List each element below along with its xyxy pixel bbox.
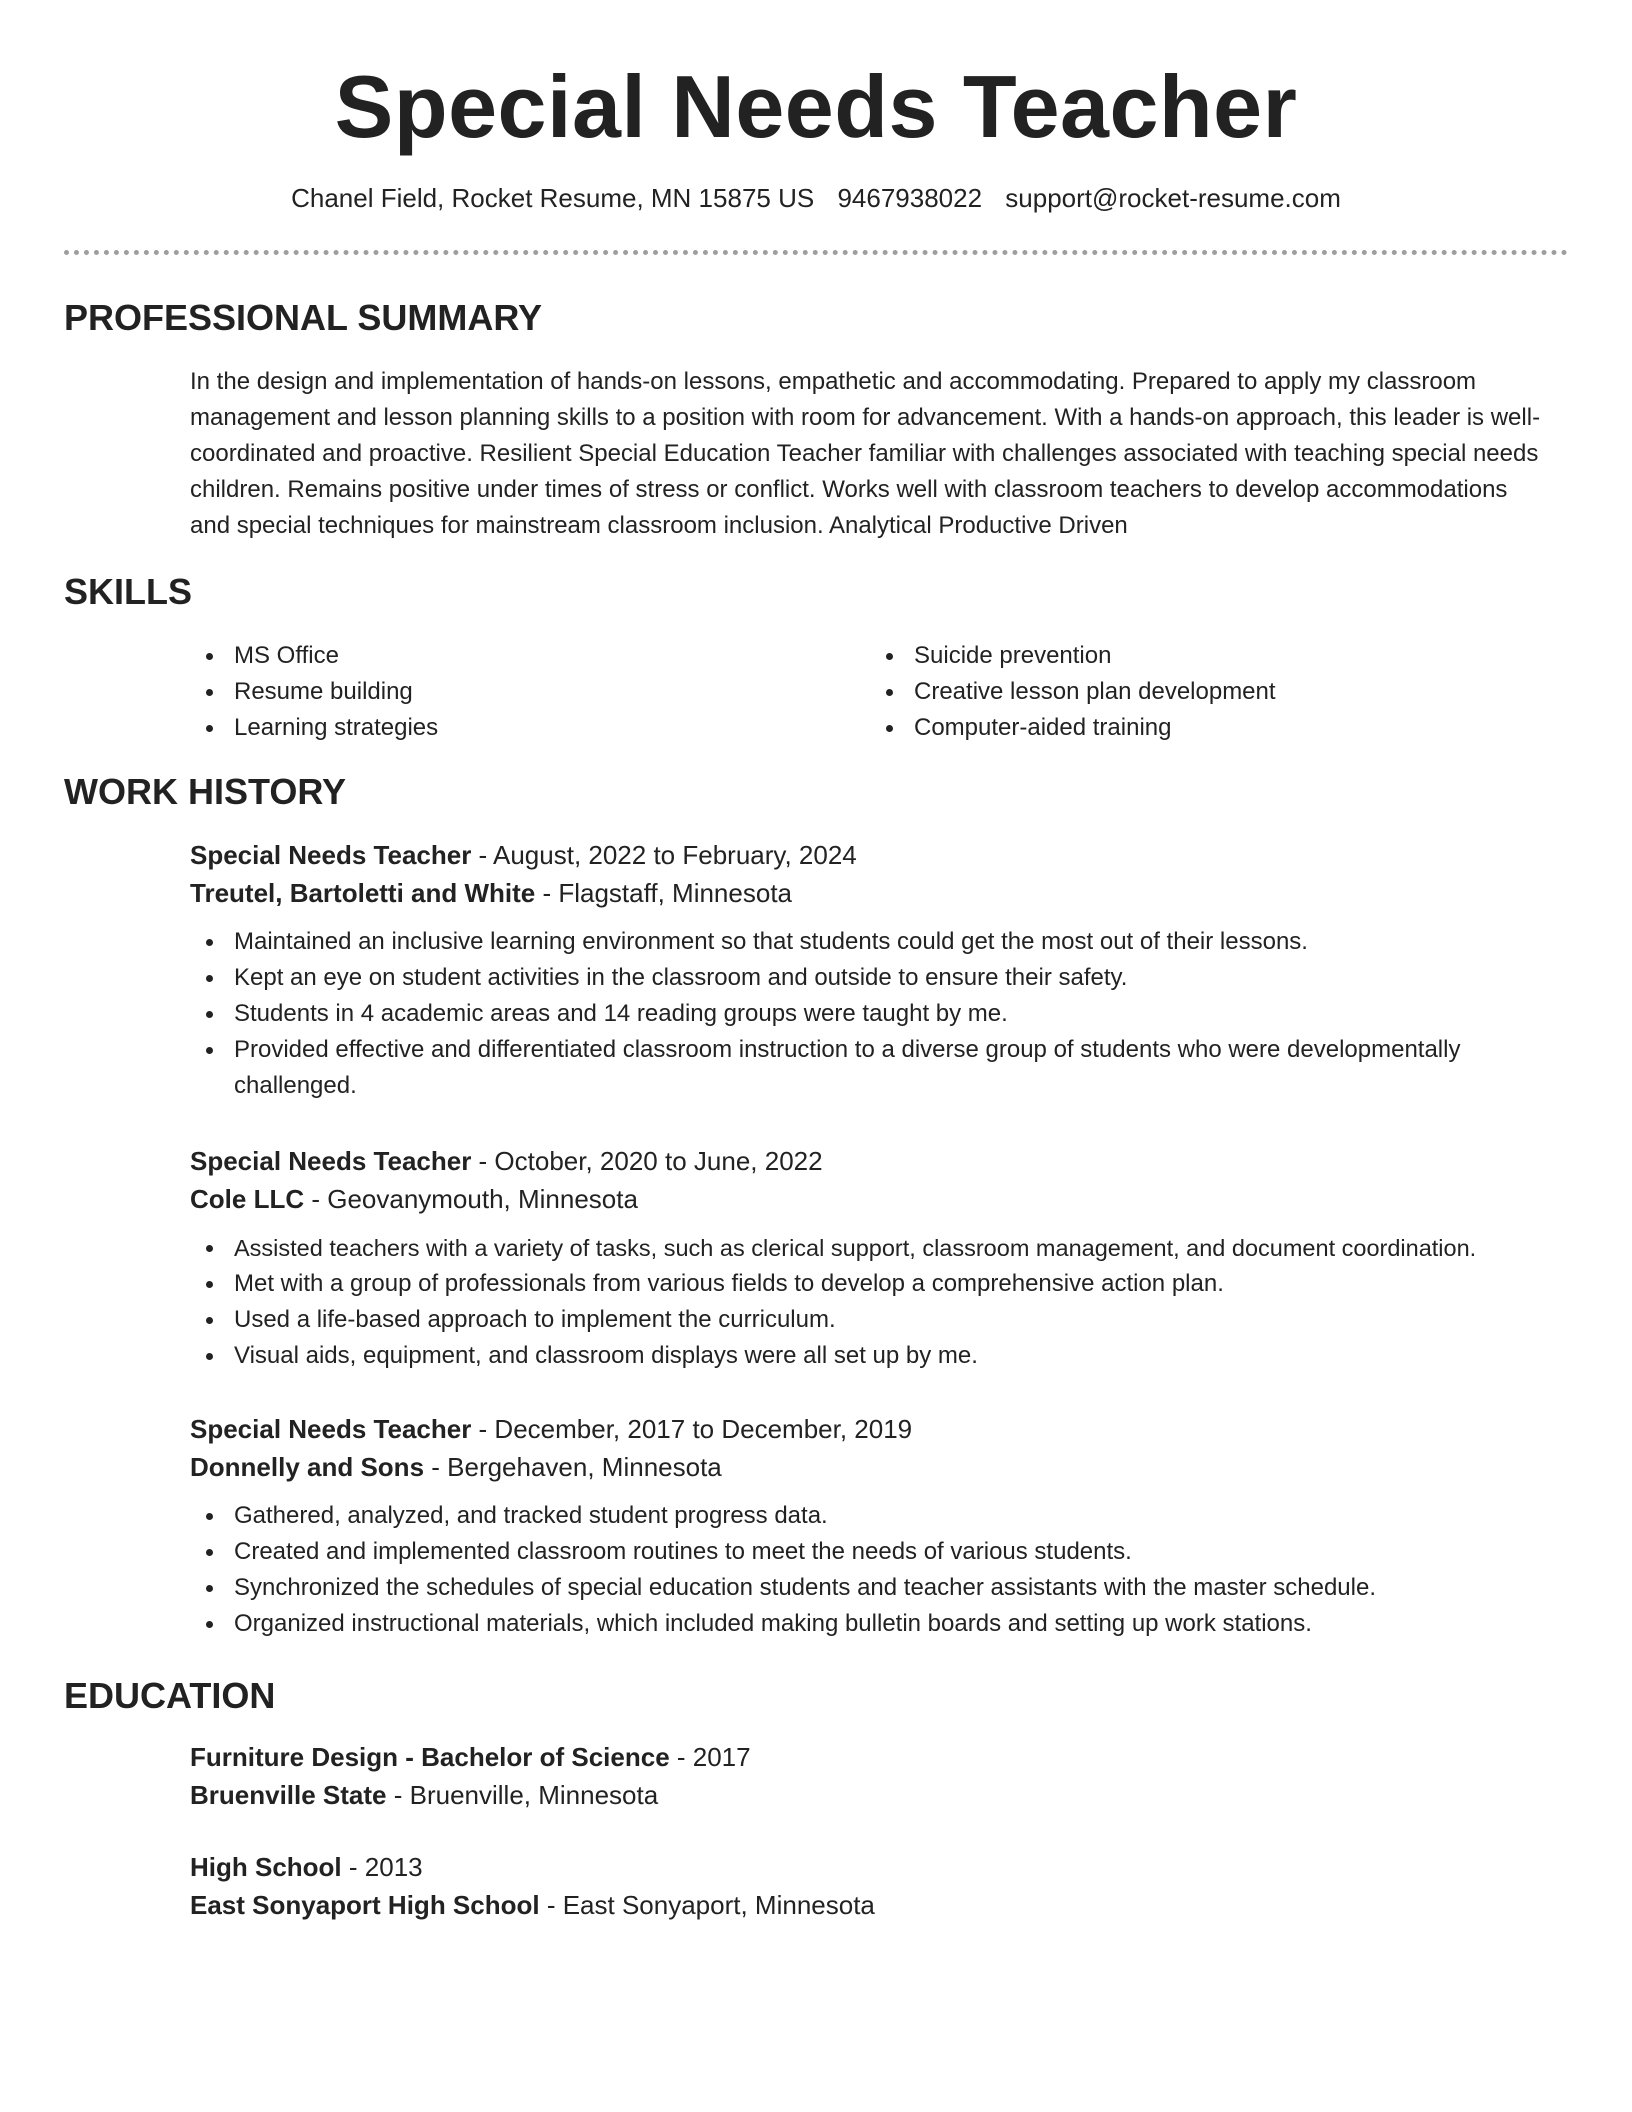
job-bullets [190, 1498, 1570, 1642]
job-bullet: Assisted teachers with a variety of tasks, such as clerical support, classroom management, and document coordination. [190, 1230, 1570, 1266]
education-heading: EDUCATION [64, 1675, 276, 1716]
job-title-line [190, 1410, 1570, 1448]
education-entry [190, 1738, 1570, 1814]
education-school-line [190, 1776, 1570, 1814]
job-title: Special Needs Teacher [190, 840, 472, 870]
education-year: - 2017 [669, 1742, 751, 1772]
skill-item: Suicide prevention [870, 638, 1550, 674]
skills-list-left [190, 638, 870, 746]
education-school: Bruenville State [190, 1780, 387, 1810]
contact-phone: 9467938022 [837, 183, 983, 213]
education-school-line [190, 1886, 1570, 1924]
job-bullet: Maintained an inclusive learning environment so that students could get the most out of their lessons. [190, 924, 1570, 960]
resume-title: Special Needs Teacher [334, 57, 1298, 156]
job-bullet: Met with a group of professionals from various fields to develop a comprehensive action plan. [190, 1266, 1570, 1302]
skill-item: Computer-aided training [870, 710, 1550, 746]
job-bullet: Students in 4 academic areas and 14 reading groups were taught by me. [190, 996, 1570, 1032]
education-degree-line [190, 1848, 1570, 1886]
job-bullet: Created and implemented classroom routines to meet the needs of various students. [190, 1534, 1570, 1570]
skill-item: MS Office [190, 638, 870, 674]
job-company-line [190, 1180, 1570, 1218]
job-entry [190, 1142, 1570, 1374]
job-company-line [190, 1448, 1570, 1486]
job-title-line [190, 836, 1570, 874]
header-divider [64, 250, 1568, 255]
skill-item: Learning strategies [190, 710, 870, 746]
skills-section [190, 638, 1570, 746]
education-school: East Sonyaport High School [190, 1890, 540, 1920]
job-entry [190, 1410, 1570, 1642]
summary-section [190, 364, 1570, 544]
job-title: Special Needs Teacher [190, 1414, 472, 1444]
job-bullet: Kept an eye on student activities in the classroom and outside to ensure their safety. [190, 960, 1570, 996]
education-entry [190, 1848, 1570, 1924]
skills-list-right [870, 638, 1550, 746]
job-bullet: Gathered, analyzed, and tracked student progress data. [190, 1498, 1570, 1534]
job-bullet: Provided effective and differentiated classroom instruction to a diverse group of students who were developmentally challenged. [190, 1032, 1550, 1104]
education-degree: Furniture Design - Bachelor of Science [190, 1742, 670, 1772]
job-bullet: Visual aids, equipment, and classroom displays were all set up by me. [190, 1338, 1570, 1374]
job-title-line [190, 1142, 1570, 1180]
work-history-heading: WORK HISTORY [64, 771, 347, 812]
contact-line [0, 178, 1632, 218]
job-title: Special Needs Teacher [190, 1146, 472, 1176]
job-company: Donnelly and Sons [190, 1452, 425, 1482]
education-location: - Bruenville, Minnesota [386, 1780, 659, 1810]
job-dates: - December, 2017 to December, 2019 [471, 1414, 913, 1444]
job-entry [190, 836, 1570, 1104]
job-location: - Geovanymouth, Minnesota [304, 1184, 638, 1214]
contact-email: support@rocket-resume.com [1005, 183, 1341, 213]
summary-text: In the design and implementation of hands-on lessons, empathetic and accommodating. Prepared to apply my classroom management and lesson planning skills to a position with room for advancement. With a hands-on approach, this leader is well-coordinated and proactive. Resilient Special Education Teacher familiar with challenges associated with teaching special needs children. Remains positive under times of stress or conflict. Works well with classroom teachers to develop accommodations and special techniques for mainstream classroom inclusion. Analytical Productive Driven [190, 368, 1541, 539]
job-bullet: Organized instructional materials, which included making bulletin boards and setting up work stations. [190, 1606, 1570, 1642]
education-location: - East Sonyaport, Minnesota [539, 1890, 875, 1920]
skill-item: Resume building [190, 674, 870, 710]
education-degree: High School [190, 1852, 342, 1882]
contact-address: Chanel Field, Rocket Resume, MN 15875 US [291, 183, 815, 213]
job-location: - Flagstaff, Minnesota [535, 878, 792, 908]
job-company: Cole LLC [190, 1184, 305, 1214]
education-degree-line [190, 1738, 1570, 1776]
job-dates: - October, 2020 to June, 2022 [471, 1146, 823, 1176]
job-company-line [190, 874, 1570, 912]
skills-heading: SKILLS [64, 571, 193, 612]
education-year: - 2013 [341, 1852, 423, 1882]
job-location: - Bergehaven, Minnesota [424, 1452, 722, 1482]
skill-item: Creative lesson plan development [870, 674, 1550, 710]
job-bullet: Synchronized the schedules of special education students and teacher assistants with the master schedule. [190, 1570, 1570, 1606]
job-dates: - August, 2022 to February, 2024 [471, 840, 857, 870]
skills-grid [190, 638, 1570, 746]
summary-heading: PROFESSIONAL SUMMARY [64, 297, 543, 338]
job-bullet: Used a life-based approach to implement the curriculum. [190, 1302, 1570, 1338]
job-bullets [190, 924, 1570, 1104]
job-bullets [190, 1230, 1570, 1374]
job-company: Treutel, Bartoletti and White [190, 878, 536, 908]
